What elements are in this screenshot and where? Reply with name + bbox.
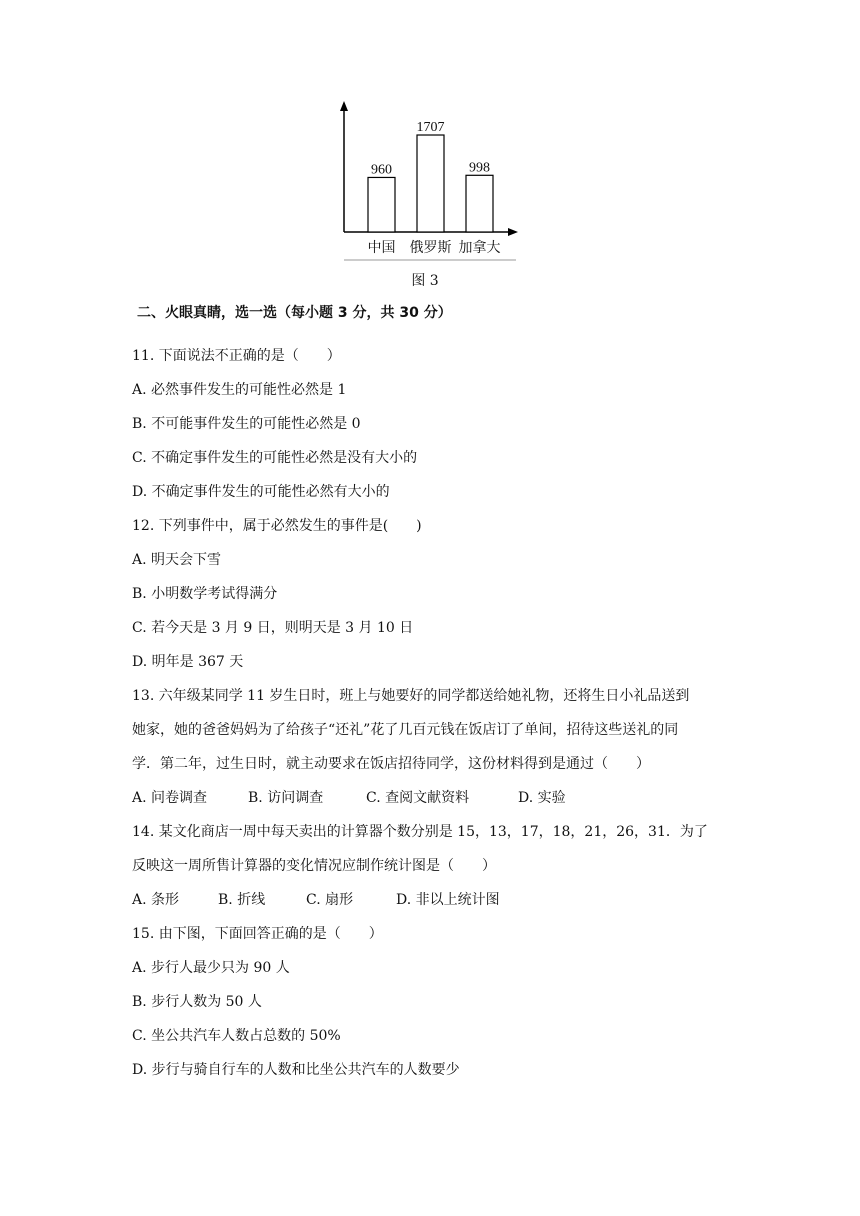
question-12-stem: 12. 下列事件中，属于必然发生的事件是( ): [132, 518, 422, 534]
bar-0: [368, 177, 395, 232]
data-label-0: 960: [371, 162, 392, 178]
y-axis-arrow-icon: [340, 101, 348, 111]
question-14-option-d: D. 非以上统计图: [396, 892, 500, 908]
question-13-option-d: D. 实验: [518, 790, 566, 806]
category-label-1: 俄罗斯: [409, 241, 452, 256]
question-14-stem-line-2: 反映这一周所售计算器的变化情况应制作统计图是（ ）: [132, 858, 496, 874]
question-14-option-a: A. 条形: [132, 892, 180, 908]
data-label-1: 1707: [416, 120, 445, 136]
section-heading: 二、火眼真睛，选一选（每小题 3 分，共 30 分）: [137, 305, 452, 321]
bar-chart: [330, 95, 530, 295]
figure-caption: 图 3: [411, 273, 439, 289]
category-label-2: 加拿大: [458, 241, 501, 256]
bar-2: [466, 175, 493, 232]
question-14-option-b: B. 折线: [218, 892, 266, 908]
question-15-option-a: A. 步行人最少只为 90 人: [132, 960, 290, 976]
category-label-0: 中国: [367, 241, 396, 256]
question-11-option-a: A. 必然事件发生的可能性必然是 1: [132, 382, 347, 398]
question-15-option-c: C. 坐公共汽车人数占总数的 50%: [132, 1028, 341, 1044]
question-13-option-c: C. 查阅文献资料: [366, 790, 470, 806]
question-13-option-a: A. 问卷调查: [132, 790, 208, 806]
question-13-options: [132, 787, 566, 807]
question-12-option-a: A. 明天会下雪: [132, 552, 222, 568]
question-11-option-c: C. 不确定事件发生的可能性必然是没有大小的: [132, 450, 418, 466]
x-axis-arrow-icon: [508, 228, 518, 236]
question-11-option-d: D. 不确定事件发生的可能性必然有大小的: [132, 484, 390, 500]
question-13-stem-line-2: 她家，她的爸爸妈妈为了给孩子“还礼”花了几百元钱在饭店订了单间，招待这些送礼的同: [132, 722, 679, 738]
question-11-stem: 11. 下面说法不正确的是（ ）: [132, 348, 341, 364]
question-11-option-b: B. 不可能事件发生的可能性必然是 0: [132, 416, 361, 432]
question-15-stem: 15. 由下图，下面回答正确的是（ ）: [132, 926, 383, 942]
question-15-option-b: B. 步行人数为 50 人: [132, 994, 262, 1010]
question-14-option-c: C. 扇形: [306, 892, 354, 908]
question-15-option-d: D. 步行与骑自行车的人数和比坐公共汽车的人数要少: [132, 1062, 460, 1078]
question-12-option-c: C. 若今天是 3 月 9 日，则明天是 3 月 10 日: [132, 620, 414, 636]
data-label-2: 998: [469, 160, 490, 176]
question-13-stem-line-3: 学．第二年，过生日时，就主动要求在饭店招待同学，这份材料得到是通过（ ）: [132, 756, 650, 772]
question-12-option-d: D. 明年是 367 天: [132, 654, 244, 670]
bar-1: [417, 135, 444, 232]
question-14-stem-line-1: 14. 某文化商店一周中每天卖出的计算器个数分别是 15，13，17，18，21，26，31．为了: [132, 824, 708, 840]
question-13-option-b: B. 访问调查: [248, 790, 324, 806]
question-13-stem-line-1: 13. 六年级某同学 11 岁生日时，班上与她要好的同学都送给她礼物，还将生日小礼品送到: [132, 688, 690, 704]
question-12-option-b: B. 小明数学考试得满分: [132, 586, 278, 602]
question-14-options: [132, 889, 500, 909]
